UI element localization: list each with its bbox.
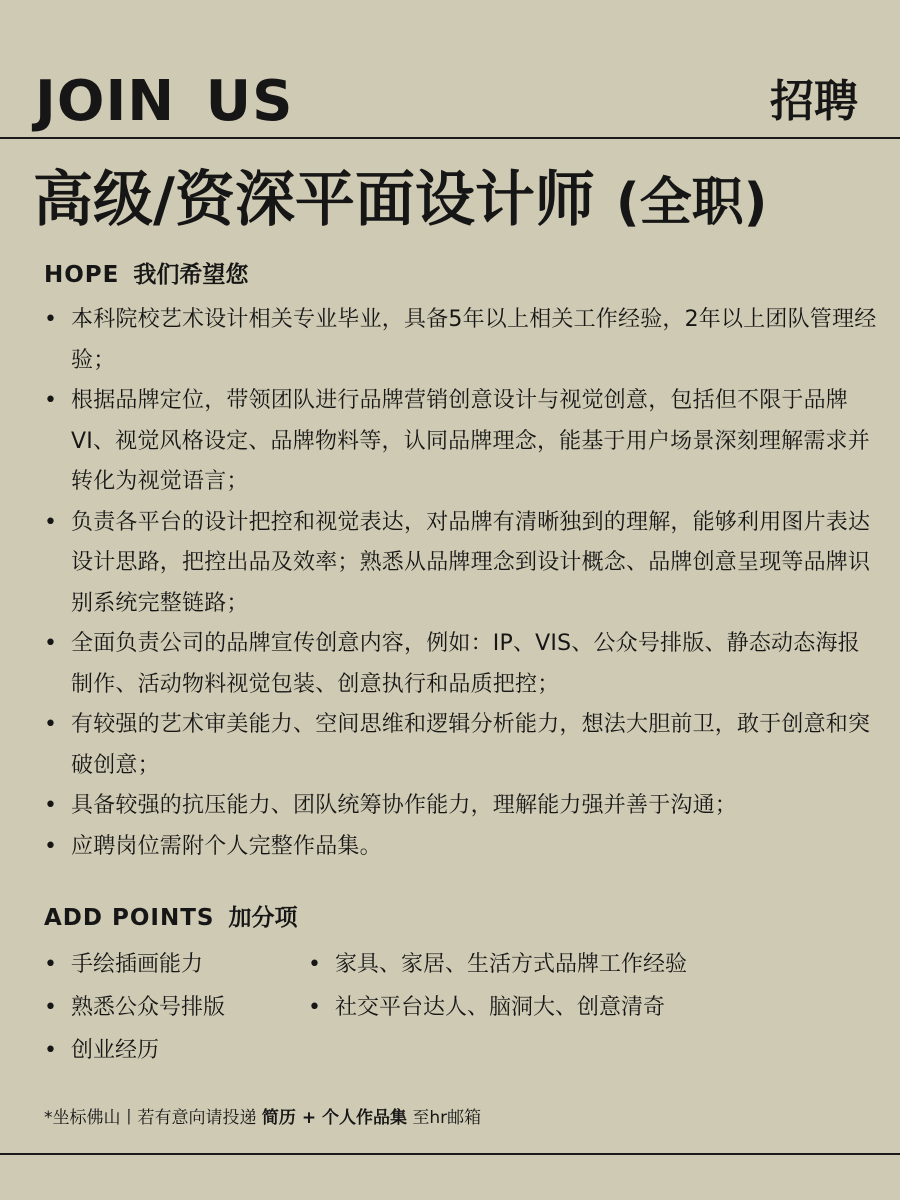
requirement-text: 具备较强的抗压能力、团队统筹协作能力，理解能力强并善于沟通；	[71, 793, 738, 818]
list-item	[40, 381, 880, 503]
header	[35, 70, 858, 134]
bullet-icon: •	[44, 952, 57, 977]
bullet-icon: •	[44, 712, 58, 737]
list-item	[40, 827, 880, 868]
footer-suffix: 至hr邮箱	[412, 1108, 482, 1128]
bullet-icon: •	[44, 307, 58, 332]
recruitment-label: 招聘	[770, 76, 858, 127]
bullet-icon: •	[44, 833, 58, 859]
hope-heading-en: HOPE	[44, 262, 120, 288]
bullet-icon: •	[308, 952, 321, 977]
bullet-icon: •	[308, 995, 321, 1020]
footer-prefix: *坐标佛山丨若有意向请投递	[44, 1108, 257, 1128]
requirement-text: 负责各平台的设计把控和视觉表达，对品牌有清晰独到的理解，能够利用图片表达设计思路，把控出品及效率；熟悉从品牌理念到设计概念、品牌创意呈现等品牌识别系统完整链路；	[71, 509, 871, 616]
requirement-text: 有较强的艺术审美能力、空间思维和逻辑分析能力，想法大胆前卫，敢于创意和突破创意；	[71, 712, 871, 778]
bullet-icon: •	[44, 509, 58, 535]
point-text: 创业经历	[71, 1038, 160, 1063]
add-points-heading-en: ADD POINTS	[44, 905, 215, 931]
add-points-column-right	[304, 943, 687, 1029]
list-item	[40, 300, 880, 381]
job-title	[33, 158, 878, 245]
requirement-text: 应聘岗位需附个人完整作品集。	[71, 833, 382, 859]
requirements-list	[40, 300, 880, 867]
hope-section-heading	[44, 260, 248, 290]
job-type: (全职)	[615, 173, 768, 233]
job-title-text: 高级/资深平面设计师	[33, 165, 595, 235]
point-text: 熟悉公众号排版	[71, 995, 226, 1020]
list-item	[304, 986, 687, 1029]
hope-heading-cn: 我们希望您	[133, 262, 249, 288]
point-text: 手绘插画能力	[71, 952, 204, 977]
list-item	[40, 705, 880, 786]
list-item	[40, 986, 225, 1029]
list-item	[40, 943, 225, 986]
point-text: 家具、家居、生活方式品牌工作经验	[335, 952, 688, 977]
add-points-heading	[44, 903, 297, 933]
point-text: 社交平台达人、脑洞大、创意清奇	[335, 995, 666, 1020]
top-divider	[0, 137, 900, 139]
add-points-heading-cn: 加分项	[228, 905, 298, 931]
list-item	[304, 943, 687, 986]
footer-materials: 简历 + 个人作品集	[261, 1108, 407, 1128]
requirement-text: 本科院校艺术设计相关专业毕业，具备5年以上相关工作经验，2年以上团队管理经验；	[71, 307, 877, 373]
bullet-icon: •	[44, 1038, 57, 1063]
list-item	[40, 503, 880, 625]
list-item	[40, 1029, 225, 1072]
bullet-icon: •	[44, 388, 58, 413]
requirement-text: 全面负责公司的品牌宣传创意内容，例如：IP、VIS、公众号排版、静态动态海报制作、活动物料视觉包装、创意执行和品质把控；	[71, 631, 860, 697]
bullet-icon: •	[44, 793, 58, 818]
bottom-divider	[0, 1153, 900, 1155]
join-us-heading: JOIN US	[35, 69, 294, 134]
add-points-column-left	[40, 943, 225, 1072]
footer-note	[44, 1104, 481, 1132]
list-item	[40, 624, 880, 705]
requirement-text: 根据品牌定位，带领团队进行品牌营销创意设计与视觉创意，包括但不限于品牌VI、视觉风格设定、品牌物料等，认同品牌理念，能基于用户场景深刻理解需求并转化为视觉语言；	[71, 388, 870, 494]
list-item	[40, 786, 880, 827]
bullet-icon: •	[44, 995, 57, 1020]
bullet-icon: •	[44, 631, 58, 656]
